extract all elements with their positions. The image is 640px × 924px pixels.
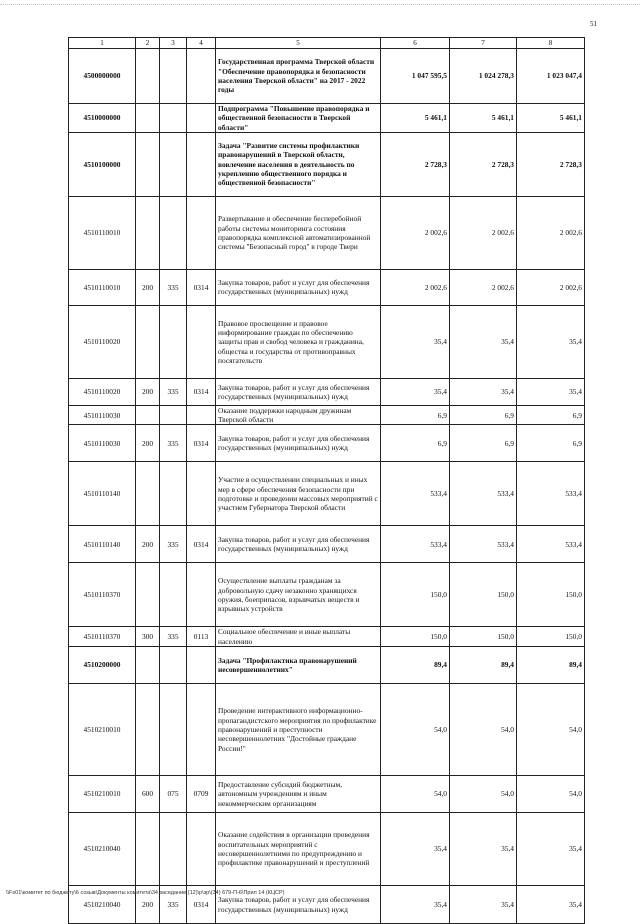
amount-2020-cell: 2 002,6 — [381, 196, 450, 269]
section-code-cell: 0314 — [187, 886, 216, 924]
expense-type-cell — [136, 563, 160, 627]
amount-2021-cell: 1 024 278,3 — [450, 49, 517, 104]
amount-2022-cell: 35,4 — [517, 378, 585, 405]
amount-2022-cell: 1 023 047,4 — [517, 49, 585, 104]
section-code-cell — [187, 405, 216, 425]
amount-2022-cell: 35,4 — [517, 305, 585, 378]
admin-code-cell: 335 — [160, 269, 187, 305]
row-code-cell: 4510110140 — [69, 526, 136, 563]
expense-type-cell — [136, 684, 160, 776]
amount-2022-cell: 6,9 — [517, 405, 585, 425]
amount-2022-cell: 150,0 — [517, 563, 585, 627]
amount-2021-cell: 2 002,6 — [450, 269, 517, 305]
row-code-cell: 4510110020 — [69, 305, 136, 378]
section-code-cell — [187, 813, 216, 886]
table-row — [69, 378, 585, 405]
amount-2021-cell: 533,4 — [450, 526, 517, 563]
amount-2020-cell: 533,4 — [381, 526, 450, 563]
admin-code-cell: 335 — [160, 425, 187, 462]
admin-code-cell: 335 — [160, 886, 187, 924]
page-number: 51 — [590, 20, 597, 28]
admin-code-cell — [160, 132, 187, 196]
section-code-cell — [187, 684, 216, 776]
amount-2020-cell: 5 461,1 — [381, 104, 450, 133]
amount-2021-cell: 89,4 — [450, 647, 517, 684]
table-row — [69, 49, 585, 104]
admin-code-cell — [160, 462, 187, 526]
expense-type-cell — [136, 132, 160, 196]
amount-2020-cell: 6,9 — [381, 405, 450, 425]
section-code-cell: 0113 — [187, 627, 216, 647]
admin-code-cell — [160, 405, 187, 425]
expense-type-cell — [136, 305, 160, 378]
section-code-cell: 0314 — [187, 425, 216, 462]
expense-type-cell: 200 — [136, 378, 160, 405]
row-code-cell: 4510110370 — [69, 563, 136, 627]
row-description-cell: Участие в осуществлении специальных и иных мер в сфере обеспечения безопасности при подготовке и проведении массовых мероприятий с участием Губернатора Тверской области — [216, 462, 381, 526]
row-code-cell: 4510110030 — [69, 405, 136, 425]
amount-2022-cell: 2 728,3 — [517, 132, 585, 196]
row-description-cell: Оказание содействия в организации проведения воспитательных мероприятий с несовершеннолетними по предупреждению и профилактике правонарушений и преступлений — [216, 813, 381, 886]
row-code-cell: 4510200000 — [69, 647, 136, 684]
amount-2021-cell: 5 461,1 — [450, 104, 517, 133]
expense-type-cell: 200 — [136, 269, 160, 305]
section-code-cell: 0314 — [187, 269, 216, 305]
amount-2020-cell: 35,4 — [381, 886, 450, 924]
table-row — [69, 526, 585, 563]
row-code-cell: 4510110010 — [69, 196, 136, 269]
section-code-cell: 0314 — [187, 378, 216, 405]
amount-2022-cell: 89,4 — [517, 647, 585, 684]
admin-code-cell — [160, 684, 187, 776]
table-row — [69, 269, 585, 305]
amount-2021-cell: 6,9 — [450, 425, 517, 462]
admin-code-cell — [160, 305, 187, 378]
admin-code-cell: 335 — [160, 378, 187, 405]
row-description-cell: Социальное обеспечение и иные выплаты населению — [216, 627, 381, 647]
admin-code-cell — [160, 104, 187, 133]
header-cell: 7 — [450, 38, 517, 49]
row-code-cell: 4510210010 — [69, 776, 136, 813]
expense-type-cell: 300 — [136, 627, 160, 647]
row-code-cell: 4510100000 — [69, 132, 136, 196]
amount-2020-cell: 54,0 — [381, 684, 450, 776]
amount-2022-cell: 2 002,6 — [517, 196, 585, 269]
row-code-cell: 4500000000 — [69, 49, 136, 104]
row-description-cell: Закупка товаров, работ и услуг для обеспечения государственных (муниципальных) нужд — [216, 269, 381, 305]
amount-2020-cell: 2 728,3 — [381, 132, 450, 196]
expense-type-cell — [136, 104, 160, 133]
section-code-cell: 0709 — [187, 776, 216, 813]
row-description-cell: Закупка товаров, работ и услуг для обеспечения государственных (муниципальных) нужд — [216, 886, 381, 924]
row-code-cell: 4510210040 — [69, 813, 136, 886]
header-cell: 4 — [187, 38, 216, 49]
amount-2022-cell: 150,0 — [517, 627, 585, 647]
header-cell: 2 — [136, 38, 160, 49]
amount-2021-cell: 35,4 — [450, 886, 517, 924]
amount-2020-cell: 1 047 595,5 — [381, 49, 450, 104]
table-row — [69, 305, 585, 378]
amount-2020-cell: 89,4 — [381, 647, 450, 684]
table-row — [69, 104, 585, 133]
row-description-cell: Развертывание и обеспечение бесперебойной работы системы мониторинга состояния правопорядка комплексной автоматизированной системы "Безопасный город" в городе Твери — [216, 196, 381, 269]
section-code-cell — [187, 563, 216, 627]
expense-type-cell — [136, 196, 160, 269]
scan-edge — [0, 4, 640, 6]
row-code-cell: 4510110370 — [69, 627, 136, 647]
header-cell: 3 — [160, 38, 187, 49]
table-row — [69, 196, 585, 269]
table-row — [69, 776, 585, 813]
expense-type-cell: 200 — [136, 886, 160, 924]
amount-2021-cell: 150,0 — [450, 627, 517, 647]
expense-type-cell — [136, 405, 160, 425]
amount-2020-cell: 35,4 — [381, 813, 450, 886]
amount-2021-cell: 2 728,3 — [450, 132, 517, 196]
amount-2020-cell: 35,4 — [381, 305, 450, 378]
admin-code-cell: 075 — [160, 776, 187, 813]
row-description-cell: Правовое просвещение и правовое информирование граждан по обеспечению защиты прав и свобод человека и гражданина, общества и государства от противоправных посягательств — [216, 305, 381, 378]
amount-2022-cell: 35,4 — [517, 813, 585, 886]
amount-2021-cell: 150,0 — [450, 563, 517, 627]
section-code-cell — [187, 104, 216, 133]
row-code-cell: 4510210010 — [69, 684, 136, 776]
file-path-footer: \\Fs01\комитет по бюджету\6 созыв\Документы комитета\34 заседание (12)\р\зр\(34) 679-П-6\Прил 14 (КЦСР) — [6, 890, 285, 896]
row-description-cell: Государственная программа Тверской области "Обеспечение правопорядка и безопасности населения Тверской области" на 2017 - 2022 годы — [216, 49, 381, 104]
amount-2022-cell: 5 461,1 — [517, 104, 585, 133]
expense-type-cell — [136, 813, 160, 886]
header-cell: 8 — [517, 38, 585, 49]
amount-2022-cell: 54,0 — [517, 684, 585, 776]
amount-2022-cell: 6,9 — [517, 425, 585, 462]
table-row — [69, 462, 585, 526]
row-description-cell: Закупка товаров, работ и услуг для обеспечения государственных (муниципальных) нужд — [216, 378, 381, 405]
amount-2020-cell: 533,4 — [381, 462, 450, 526]
section-code-cell: 0314 — [187, 526, 216, 563]
admin-code-cell — [160, 813, 187, 886]
row-description-cell: Проведение интерактивного информационно-пропагандистского мероприятия по профилактике правонарушений и преступности несовершеннолетних "Достойные граждане России!" — [216, 684, 381, 776]
header-cell: 6 — [381, 38, 450, 49]
row-code-cell: 4510000000 — [69, 104, 136, 133]
amount-2021-cell: 54,0 — [450, 684, 517, 776]
admin-code-cell — [160, 563, 187, 627]
row-description-cell: Предоставление субсидий бюджетным, автономным учреждениям и иным некоммерческим организациям — [216, 776, 381, 813]
amount-2020-cell: 150,0 — [381, 563, 450, 627]
section-code-cell — [187, 196, 216, 269]
header-cell: 5 — [216, 38, 381, 49]
amount-2020-cell: 6,9 — [381, 425, 450, 462]
table-row — [69, 563, 585, 627]
expense-type-cell: 200 — [136, 425, 160, 462]
amount-2020-cell: 2 002,6 — [381, 269, 450, 305]
row-description-cell: Подпрограмма "Повышение правопорядка и общественной безопасности в Тверской области" — [216, 104, 381, 133]
admin-code-cell: 335 — [160, 526, 187, 563]
row-code-cell: 4510110020 — [69, 378, 136, 405]
table-row — [69, 684, 585, 776]
section-code-cell — [187, 305, 216, 378]
amount-2021-cell: 6,9 — [450, 405, 517, 425]
row-description-cell: Задача "Развитие системы профилактики правонарушений в Тверской области, вовлечение населения в деятельность по укреплению общественного порядка и общественной безопасности" — [216, 132, 381, 196]
header-cell: 1 — [69, 38, 136, 49]
section-code-cell — [187, 647, 216, 684]
amount-2022-cell: 54,0 — [517, 776, 585, 813]
row-code-cell: 4510210040 — [69, 886, 136, 924]
row-description-cell: Оказание поддержки народным дружинам Тверской области — [216, 405, 381, 425]
admin-code-cell — [160, 49, 187, 104]
table-row — [69, 627, 585, 647]
amount-2020-cell: 35,4 — [381, 378, 450, 405]
amount-2021-cell: 35,4 — [450, 813, 517, 886]
table-row — [69, 813, 585, 886]
row-description-cell: Закупка товаров, работ и услуг для обеспечения государственных (муниципальных) нужд — [216, 526, 381, 563]
table-row — [69, 132, 585, 196]
row-description-cell: Закупка товаров, работ и услуг для обеспечения государственных (муниципальных) нужд — [216, 425, 381, 462]
expense-type-cell: 200 — [136, 526, 160, 563]
amount-2021-cell: 533,4 — [450, 462, 517, 526]
row-description-cell: Задача "Профилактика правонарушений несовершеннолетних" — [216, 647, 381, 684]
amount-2020-cell: 54,0 — [381, 776, 450, 813]
amount-2022-cell: 533,4 — [517, 526, 585, 563]
amount-2021-cell: 2 002,6 — [450, 196, 517, 269]
amount-2020-cell: 150,0 — [381, 627, 450, 647]
section-code-cell — [187, 49, 216, 104]
row-code-cell: 4510110030 — [69, 425, 136, 462]
table-row — [69, 425, 585, 462]
amount-2022-cell: 35,4 — [517, 886, 585, 924]
budget-table — [68, 37, 585, 924]
expense-type-cell: 600 — [136, 776, 160, 813]
admin-code-cell — [160, 196, 187, 269]
table-row — [69, 405, 585, 425]
amount-2022-cell: 2 002,6 — [517, 269, 585, 305]
amount-2022-cell: 533,4 — [517, 462, 585, 526]
table-row — [69, 647, 585, 684]
admin-code-cell — [160, 647, 187, 684]
section-code-cell — [187, 132, 216, 196]
row-code-cell: 4510110010 — [69, 269, 136, 305]
expense-type-cell — [136, 462, 160, 526]
amount-2021-cell: 54,0 — [450, 776, 517, 813]
section-code-cell — [187, 462, 216, 526]
amount-2021-cell: 35,4 — [450, 378, 517, 405]
row-code-cell: 4510110140 — [69, 462, 136, 526]
expense-type-cell — [136, 647, 160, 684]
amount-2021-cell: 35,4 — [450, 305, 517, 378]
header-row — [69, 38, 585, 49]
row-description-cell: Осуществление выплаты гражданам за добровольную сдачу незаконно хранящихся оружия, боеприпасов, взрывчатых веществ и взрывных устройств — [216, 563, 381, 627]
expense-type-cell — [136, 49, 160, 104]
admin-code-cell: 335 — [160, 627, 187, 647]
